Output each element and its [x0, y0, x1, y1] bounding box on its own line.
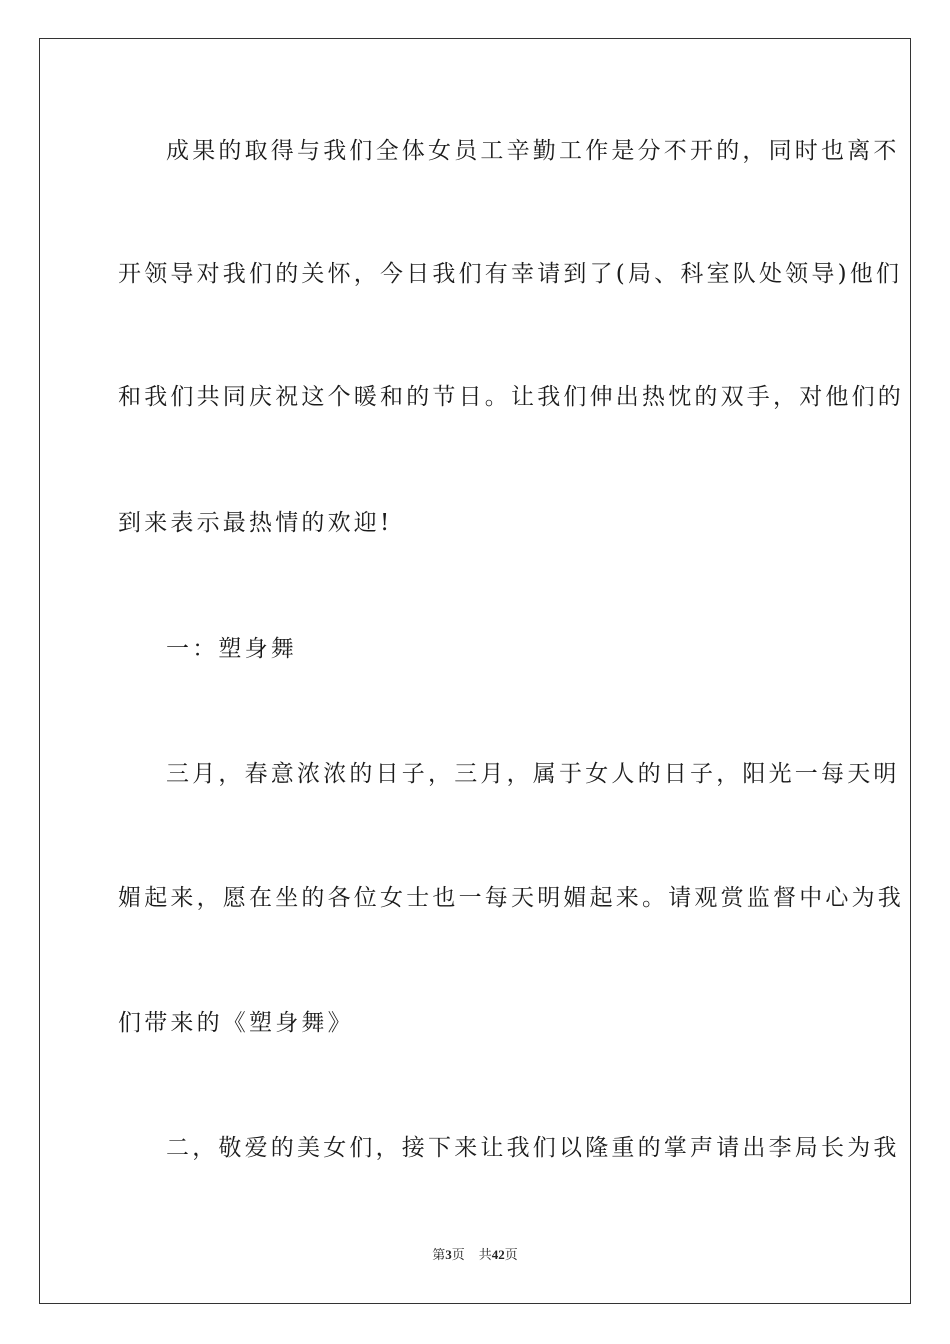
- text-line: 到来表示最热情的欢迎!: [118, 510, 393, 536]
- text-line: 成果的取得与我们全体女员工辛勤工作是分不开的，同时也离不: [166, 138, 900, 164]
- total-pages: 42: [491, 1247, 505, 1262]
- text-line: 开领导对我们的关怀，今日我们有幸请到了(局、科室队处领导)他们: [118, 261, 903, 287]
- page-number: 3: [445, 1247, 452, 1262]
- text-line: 三月，春意浓浓的日子，三月，属于女人的日子，阳光一每天明: [166, 761, 900, 787]
- page-suffix: 页: [451, 1247, 465, 1262]
- page-border: [39, 38, 911, 1304]
- page-prefix: 第: [432, 1247, 446, 1262]
- section-heading: 一：塑身舞: [166, 636, 297, 662]
- text-line: 们带来的《塑身舞》: [118, 1010, 354, 1036]
- text-line: 二，敬爱的美女们，接下来让我们以隆重的掌声请出李局长为我: [166, 1135, 900, 1161]
- total-suffix: 页: [504, 1247, 518, 1262]
- total-prefix: 共: [478, 1247, 492, 1262]
- page-footer: [0, 1246, 950, 1264]
- text-line: 媚起来，愿在坐的各位女士也一每天明媚起来。请观赏监督中心为我: [118, 885, 904, 911]
- text-line: 和我们共同庆祝这个暖和的节日。让我们伸出热忱的双手，对他们的: [118, 384, 904, 410]
